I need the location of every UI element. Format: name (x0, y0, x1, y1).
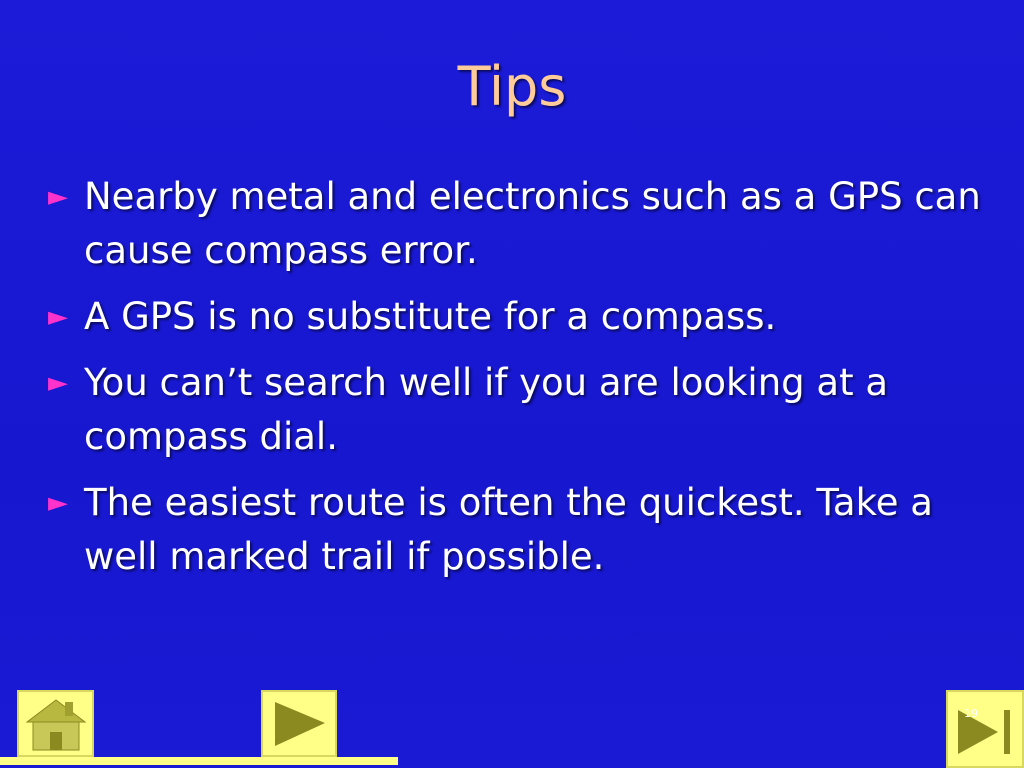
bullet-text: A GPS is no substitute for a compass. (84, 295, 777, 338)
bullet-text: The easiest route is often the quickest. Take a well marked trail if possible. (84, 481, 933, 578)
next-arrow-icon (263, 692, 335, 755)
bullet-item (48, 356, 988, 464)
slide-title: Tips (457, 55, 567, 118)
bullet-item (48, 476, 988, 584)
bullet-arrow-icon: ► (48, 368, 68, 398)
end-show-button[interactable] (946, 690, 1024, 768)
home-icon (19, 692, 92, 755)
bottom-bar (0, 757, 398, 765)
end-arrow-icon (948, 692, 1022, 766)
bullet-item (48, 290, 988, 344)
bullet-list (48, 170, 988, 596)
bullet-item (48, 170, 988, 278)
home-button[interactable] (17, 690, 94, 757)
bullet-arrow-icon: ► (48, 182, 68, 212)
next-slide-button[interactable] (261, 690, 337, 757)
page-number: 19 (964, 707, 978, 720)
bullet-text: Nearby metal and electronics such as a GPS can cause compass error. (84, 175, 981, 272)
bullet-text: You can’t search well if you are looking at a compass dial. (84, 361, 889, 458)
bullet-arrow-icon: ► (48, 302, 68, 332)
bullet-arrow-icon: ► (48, 488, 68, 518)
